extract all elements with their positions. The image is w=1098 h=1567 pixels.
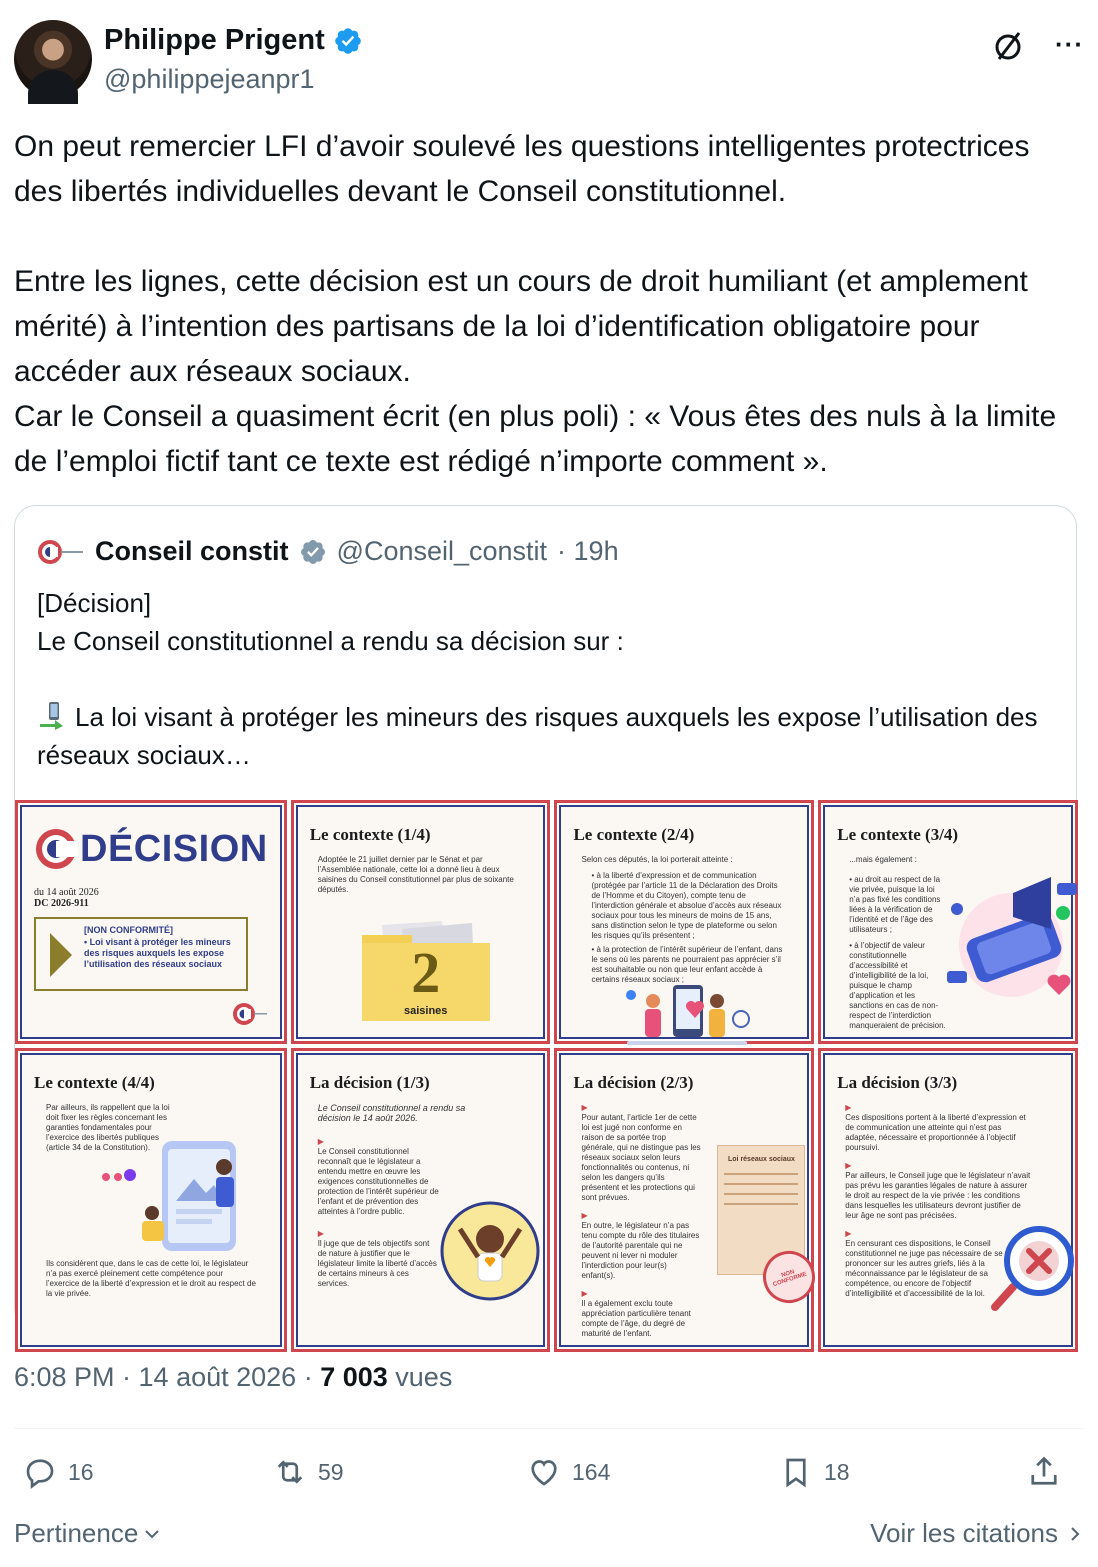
- slide-bullet-3: [581, 1289, 701, 1339]
- slide-text-1: Par ailleurs, ils rappellent que la loi doit fixer les règles concernant les garanties fondamentales pour l’exercice des libertés publiques (article 34 de la Constitution).: [46, 1103, 170, 1152]
- slide-bullet-1-text: Le Conseil constitutionnel reconnaît que le législateur a entendu mettre en œuvre les exigences constitutionnelles de protection de l’intérêt supérieur de l’enfant et de prévention des atteintes à l’ordre public.: [317, 1147, 439, 1216]
- quoted-line-1: [Décision]: [37, 588, 152, 618]
- red-arrow-icon: ▶: [845, 1229, 852, 1238]
- slide-bullet-2: • à l’objectif de valeur constitutionnelle d’accessibilité et d’intelligibilité de la loi, puisque le champ d’application et les sanctions en cas de non-respect de l’interdiction manqueraient de précision.: [849, 941, 946, 1030]
- slide-intro: Selon ces députés, la loi porterait atteinte :: [581, 855, 733, 864]
- slide-contexte-1[interactable]: [291, 800, 551, 1044]
- tweet-paragraph-1: On peut remercier LFI d’avoir soulevé les questions intelligentes protectrices des libertés individuelles devant le Conseil constitutionnel.: [14, 130, 1038, 208]
- slide-title: Le contexte (3/4): [837, 825, 959, 844]
- view-quotes-label: Voir les citations: [870, 1518, 1058, 1548]
- decision-title: DÉCISION: [80, 827, 268, 870]
- gray-verified-badge-icon: [299, 538, 327, 566]
- non-conformity-desc: • Loi visant à protéger les mineurs des risques auxquels les expose l’utilisation des réseaux sociaux: [84, 937, 231, 969]
- red-arrow-icon: ▶: [845, 1161, 852, 1170]
- author-name-row: [104, 24, 363, 57]
- conseil-logo-icon: [37, 537, 85, 567]
- slide-contexte-4[interactable]: [15, 1048, 287, 1352]
- slide-contexte-2[interactable]: [554, 800, 814, 1044]
- quoted-tweet-text: [37, 584, 1047, 774]
- slide-bullet-1: [318, 1137, 440, 1217]
- quoted-line-3: [37, 698, 1047, 774]
- chevron-right-icon: [1066, 1524, 1084, 1544]
- decision-number: DC 2026-911: [34, 898, 89, 909]
- share-button[interactable]: [1026, 1454, 1062, 1490]
- chevron-down-icon: [142, 1524, 162, 1544]
- people-social-illustration: [617, 979, 757, 1055]
- slide-title: Le contexte (2/4): [573, 825, 695, 844]
- non-conformity-tag: [NON CONFORMITÉ]: [84, 925, 173, 935]
- folder-illustration: [362, 921, 490, 1021]
- slide-bullet-2: [581, 1211, 701, 1281]
- author-name[interactable]: Philippe Prigent: [104, 24, 325, 56]
- more-options-icon[interactable]: ···: [1055, 29, 1084, 59]
- view-quotes-link[interactable]: [870, 1518, 1084, 1549]
- action-bar: [14, 1446, 1084, 1502]
- grok-icon[interactable]: [990, 28, 1026, 64]
- image-grid: [15, 800, 1078, 1338]
- red-arrow-icon: ▶: [581, 1289, 588, 1298]
- slide-bullet-1-text: Pour autant, l’article 1er de cette loi est jugé non conforme en raison de sa portée trop générale, qui ne distingue pas les réseaux sociaux selon leurs fonctionnalités ou contenus, ni selon les dangers qu’ils présentent et les protections qui sont prévues.: [581, 1113, 701, 1202]
- slide-text-2: Ils considèrent que, dans le cas de cette loi, le législateur n’a pas exercé pleinement cette compétence pour l’exercice de la liberté d’expression et le droit au respect de la vie privée.: [46, 1259, 256, 1298]
- slide-title: La décision (1/3): [309, 1073, 430, 1092]
- reply-count: 16: [68, 1458, 94, 1485]
- slide-decision-3[interactable]: [818, 1048, 1078, 1352]
- quoted-tweet[interactable]: [14, 505, 1077, 1338]
- quoted-tweet-header: [37, 536, 619, 567]
- slide-bullets: [310, 1137, 440, 1289]
- slide-bullet-2: • à la protection de l’intérêt supérieur de l’enfant, dans le sens où les parents ne pourraient pas apprécier s’il est souhaitable ou non que leur enfant accède à certains réseaux sociaux ;: [591, 945, 783, 984]
- verified-badge-icon: [333, 26, 363, 56]
- slide-bullet-2-text: Il juge que de tels objectifs sont de nature à justifier que le législateur limite la liberté d’accès de certains mineurs à ces services.: [317, 1239, 437, 1288]
- slide-bullet-1-text: Ces dispositions portent à la liberté d’expression et de communication une atteinte qui n’est pas adaptée, nécessaire et proportionnée à l’objectif poursuivi.: [845, 1113, 1026, 1152]
- slide-decision-cover[interactable]: [15, 800, 287, 1044]
- quoted-line-3-text: La loi visant à protéger les mineurs des risques auxquels les expose l’utilisation des réseaux sociaux…: [37, 702, 1045, 770]
- tweet-timestamp[interactable]: 6:08 PM · 14 août 2026 ·: [14, 1362, 321, 1392]
- slide-contexte-3[interactable]: [818, 800, 1078, 1044]
- slide-bullet-2-text: En outre, le législateur n’a pas tenu compte du rôle des titulaires de l’autorité parentale qui ne peuvent ni lever ni moduler l’interdiction pour leur(s) enfant(s).: [581, 1221, 700, 1280]
- slide-bullet-3: [845, 1229, 1005, 1299]
- slide-bullet-1: • au droit au respect de la vie privée, puisque la loi n’a pas fixé les conditions liées à la vérification de l’identité et de l’âge des utilisateurs ;: [849, 875, 941, 934]
- slide-text: [573, 855, 795, 985]
- reply-button[interactable]: [22, 1454, 94, 1490]
- play-triangle-icon: [50, 933, 72, 977]
- repost-button[interactable]: [272, 1454, 344, 1490]
- child-circle-illustration: [438, 1199, 542, 1303]
- red-arrow-icon: ▶: [317, 1229, 324, 1238]
- like-count: 164: [572, 1458, 611, 1485]
- decision-date: du 14 août 2026: [34, 887, 99, 898]
- slide-bullet-1: [581, 1103, 701, 1203]
- quoted-timestamp[interactable]: · 19h: [557, 536, 619, 566]
- divider-top: [14, 1428, 1084, 1429]
- repost-icon: [272, 1454, 308, 1490]
- megaphone-phone-illustration: [939, 873, 1079, 1013]
- slide-title: Le contexte (1/4): [309, 825, 431, 844]
- law-document-title: Loi réseaux sociaux: [728, 1156, 795, 1163]
- saisines-label: saisines: [403, 1005, 448, 1017]
- slide-decision-1[interactable]: [291, 1048, 551, 1352]
- slide-intro: Le Conseil constitutionnel a rendu sa décision le 14 août 2026.: [317, 1103, 466, 1123]
- heart-icon: [526, 1454, 562, 1490]
- magnifier-x-icon: [989, 1219, 1081, 1311]
- bookmark-count: 18: [824, 1458, 850, 1485]
- slide-bullet-2: [318, 1229, 440, 1289]
- quoted-line-2: Le Conseil constitutionnel a rendu sa décision sur :: [37, 626, 624, 656]
- slide-bullet-3-text: Il a également exclu toute appréciation particulière tenant compte de l’âge, du degré de maturité de l’enfant.: [581, 1299, 691, 1338]
- non-conformity-box: [34, 917, 248, 991]
- quoted-author-handle[interactable]: @Conseil_constit: [336, 536, 548, 566]
- saisines-count: 2: [411, 940, 441, 1005]
- non-conforme-stamp: NON CONFORME: [757, 1244, 823, 1310]
- slide-text: Adoptée le 21 juillet dernier par le Sénat et par l’Assemblée nationale, cette loi a donné lieu à deux saisines du Conseil constitutionnel par plus de soixante députés.: [317, 855, 514, 894]
- quoted-author-name[interactable]: Conseil constit: [95, 536, 289, 566]
- slide-bullet-3-text: En censurant ces dispositions, le Conseil constitutionnel ne juge pas nécessaire de se prononcer sur les autres griefs, liés à la méconnaissance par le législateur de sa compétence, ou encore de l’objectif d’intelligibilité et d’accessibilité de la loi.: [845, 1239, 1003, 1298]
- tweet-header: [14, 20, 1084, 100]
- slide-bullet-2-text: Par ailleurs, le Conseil juge que le législateur n’avait pas prévu les garanties légales de nature à assurer le droit au respect de la vie privée : les conditions dans lesquelles les utilisateurs devront justifier de leur âge ne sont pas précisées.: [845, 1171, 1031, 1220]
- tweet-metadata: [14, 1362, 452, 1393]
- red-arrow-icon: ▶: [581, 1211, 588, 1220]
- slide-title: La décision (3/3): [837, 1073, 958, 1092]
- repost-count: 59: [318, 1458, 344, 1485]
- author-handle[interactable]: @philippejeanpr1: [104, 64, 315, 94]
- bookmark-button[interactable]: [778, 1454, 850, 1490]
- bookmark-icon: [778, 1454, 814, 1490]
- mobile-phone-arrow-icon: [37, 700, 67, 730]
- slide-bullets: [573, 1103, 701, 1339]
- slide-intro: ...mais également :: [849, 855, 917, 864]
- views-label: vues: [387, 1362, 453, 1392]
- red-arrow-icon: ▶: [845, 1103, 852, 1112]
- slide-text: [837, 855, 947, 1031]
- smartphone-person-illustration: [102, 1139, 262, 1255]
- like-button[interactable]: [526, 1454, 610, 1490]
- slide-bullet-2: [845, 1161, 1031, 1221]
- reply-icon: [22, 1454, 58, 1490]
- red-arrow-icon: ▶: [317, 1137, 324, 1146]
- red-arrow-icon: ▶: [581, 1103, 588, 1112]
- slide-bullet-1: [845, 1103, 1031, 1153]
- decision-heading: [34, 827, 268, 871]
- view-count: 7 003: [320, 1362, 388, 1392]
- conseil-c-logo-icon: [34, 827, 78, 871]
- tweet-body: [14, 124, 1084, 484]
- slide-bullet-1: • à la liberté d’expression et de communication (protégée par l’article 11 de la Déclaration des Droits de l’Homme et du Citoyen), compte tenu de l’interdiction générale et absolue d’accès aux réseaux sociaux pour tous les mineurs de moins de 15 ans, sans distinction selon le type de plateforme ou selon les risques qu’ils présentent ;: [591, 871, 782, 940]
- slide-title: Le contexte (4/4): [34, 1073, 155, 1092]
- slide-decision-2[interactable]: [554, 1048, 814, 1352]
- sort-label: Pertinence: [14, 1518, 139, 1548]
- conseil-small-logo-icon: [232, 1001, 268, 1027]
- author-avatar[interactable]: [14, 20, 92, 98]
- tweet-paragraph-2: Entre les lignes, cette décision est un cours de droit humiliant (et amplement mérité) à l’intention des partisans de la loi d’identification obligatoire pour accéder aux réseaux sociaux. Car le Conseil a quasiment écrit (en plus poli) : « Vous êtes des nuls à la limite de l’emploi fictif tant ce texte est rédigé n’importe comment ».: [14, 265, 1057, 478]
- sort-dropdown[interactable]: [14, 1518, 162, 1549]
- share-icon: [1026, 1454, 1062, 1490]
- slide-title: La décision (2/3): [573, 1073, 694, 1092]
